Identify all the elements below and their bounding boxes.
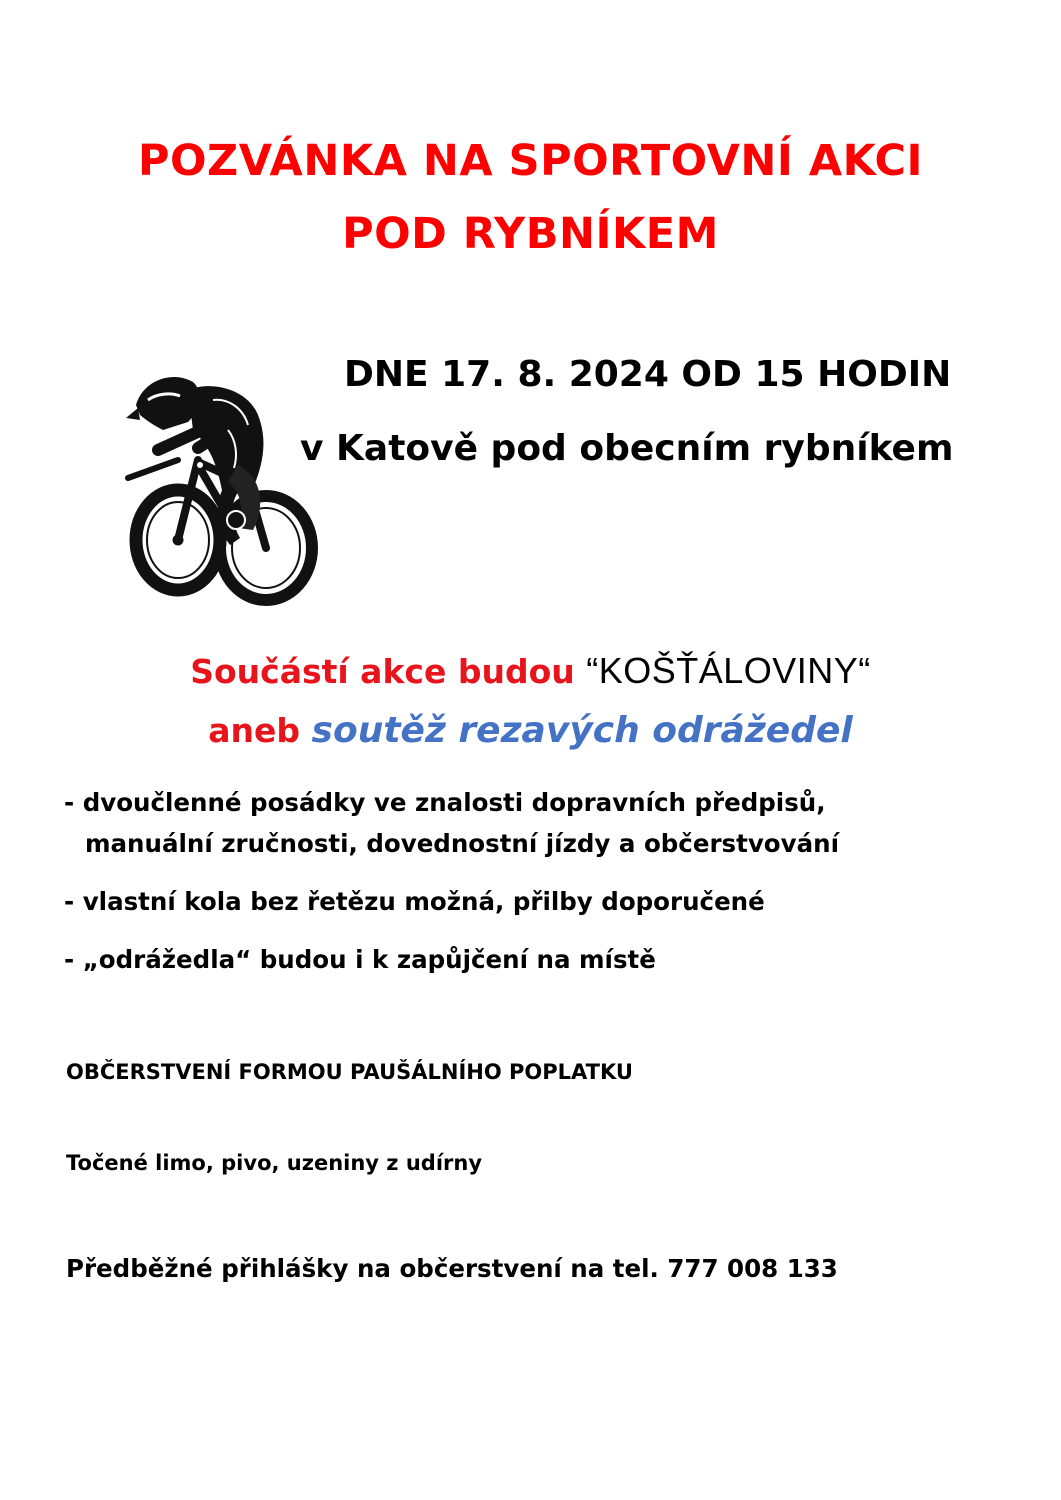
- preregistration-contact: Předběžné přihlášky na občerstvení na tel. 777 008 133: [66, 1254, 838, 1283]
- bullet-item-crews-continued: manuální zručnosti, dovednostní jízdy a občerstvování: [85, 829, 839, 858]
- refreshments-items: Točené limo, pivo, uzeniny z udírny: [66, 1151, 483, 1175]
- feature-prefix: Součástí akce budou: [190, 652, 587, 691]
- feature-aneb: aneb: [208, 711, 312, 750]
- feature-announcement: [0, 650, 1061, 692]
- feature-name: “KOŠŤÁLOVINY“: [586, 650, 871, 691]
- feature-subtitle: soutěž rezavých odrážedel: [311, 710, 853, 751]
- event-location: v Katově pod obecním rybníkem: [300, 428, 954, 469]
- bullet-item-rental: - „odrážedla“ budou i k zapůjčení na místě: [64, 945, 656, 974]
- feature-subtitle-line: [0, 710, 1061, 751]
- bullet-item-crews: - dvoučlenné posádky ve znalosti dopravních předpisů,: [64, 788, 826, 817]
- page-title-line-2: POD RYBNÍKEM: [342, 209, 719, 259]
- cyclist-icon: [118, 370, 323, 610]
- bullet-item-own-bikes: - vlastní kola bez řetězu možná, přilby doporučené: [64, 887, 765, 916]
- refreshments-heading: OBČERSTVENÍ FORMOU PAUŠÁLNÍHO POPLATKU: [66, 1060, 633, 1084]
- event-date-time: DNE 17. 8. 2024 OD 15 HODIN: [344, 354, 952, 395]
- page-title-line-1: POZVÁNKA NA SPORTOVNÍ AKCI: [137, 136, 924, 186]
